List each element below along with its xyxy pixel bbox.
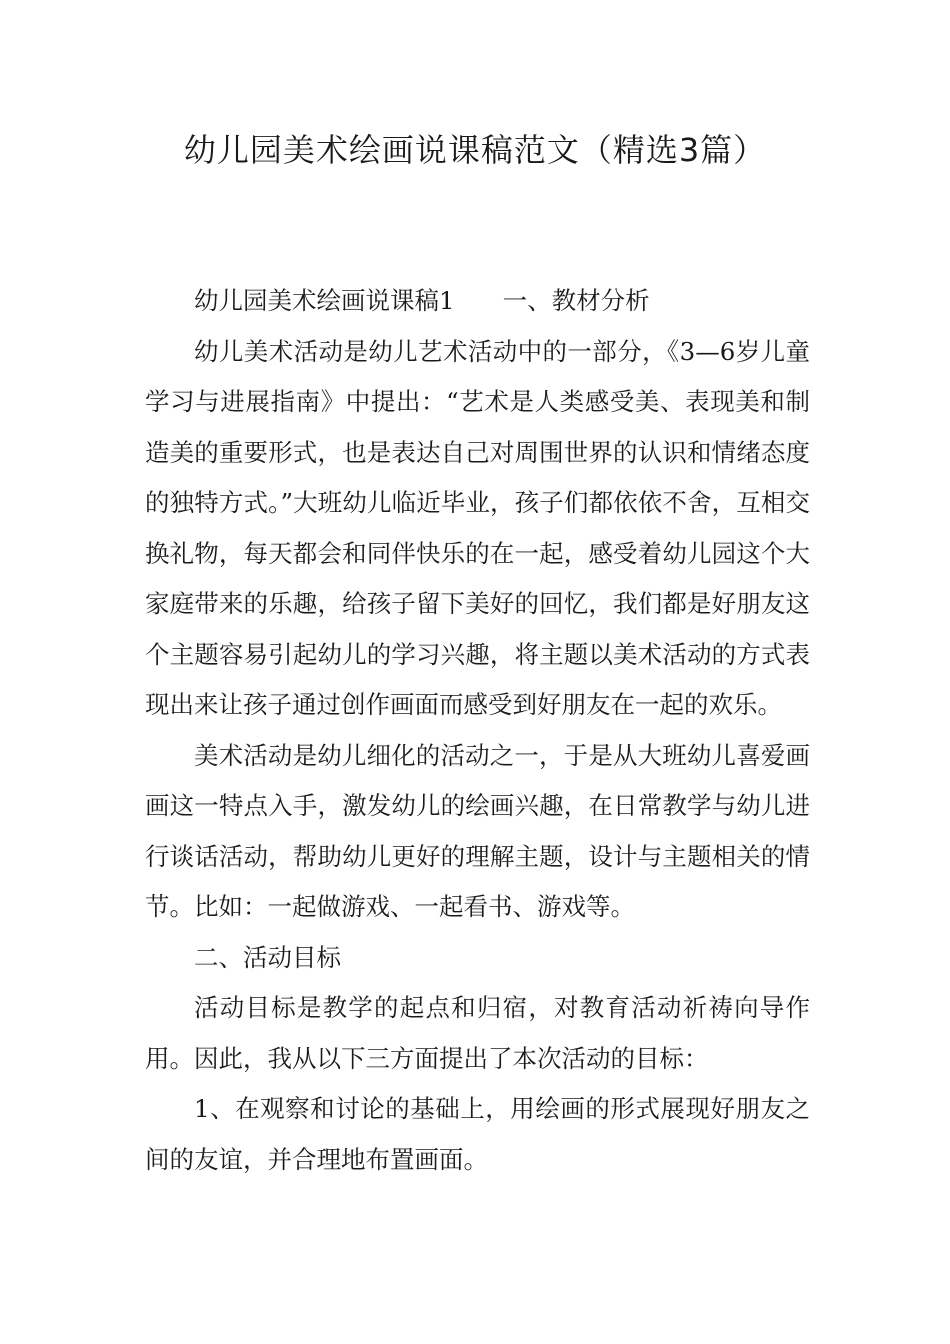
paragraph: 美术活动是幼儿细化的活动之一，于是从大班幼儿喜爱画画这一特点入手，激发幼儿的绘画兴趣，在日常教学与幼儿进行谈话活动，帮助幼儿更好的理解主题，设计与主题相关的情节。比如：一起做游戏、一起看书、游戏等。 [145, 740, 810, 921]
paragraph: 1、在观察和讨论的基础上，用绘画的形式展现好朋友之间的友谊，并合理地布置画面。 [145, 1094, 810, 1174]
document-title: 幼儿园美术绘画说课稿范文（精选3篇） [183, 131, 767, 169]
section-heading-materials: 一、教材分析 [502, 286, 650, 315]
section-label: 幼儿园美术绘画说课稿1 [194, 286, 455, 315]
section-heading-goals: 二、活动目标 [194, 942, 341, 972]
paragraph: 活动目标是教学的起点和归宿，对教育活动祈祷向导作用。因此，我从以下三方面提出了本次活动的目标： [145, 993, 810, 1073]
section-intro-line [145, 276, 810, 327]
paragraph: 幼儿美术活动是幼儿艺术活动中的一部分，《3—6岁儿童学习与进展指南》中提出：“艺术是人类感受美、表现美和制造美的重要形式，也是表达自己对周围世界的认识和情绪态度的独特方式。”大班幼儿临近毕业，孩子们都依依不舍，互相交换礼物，每天都会和同伴快乐的在一起，感受着幼儿园这个大家庭带来的乐趣，给孩子留下美好的回忆，我们都是好朋友这个主题容易引起幼儿的学习兴趣，将主题以美术活动的方式表现出来让孩子通过创作画面而感受到好朋友在一起的欢乐。 [145, 336, 810, 719]
document-body [145, 276, 810, 1185]
